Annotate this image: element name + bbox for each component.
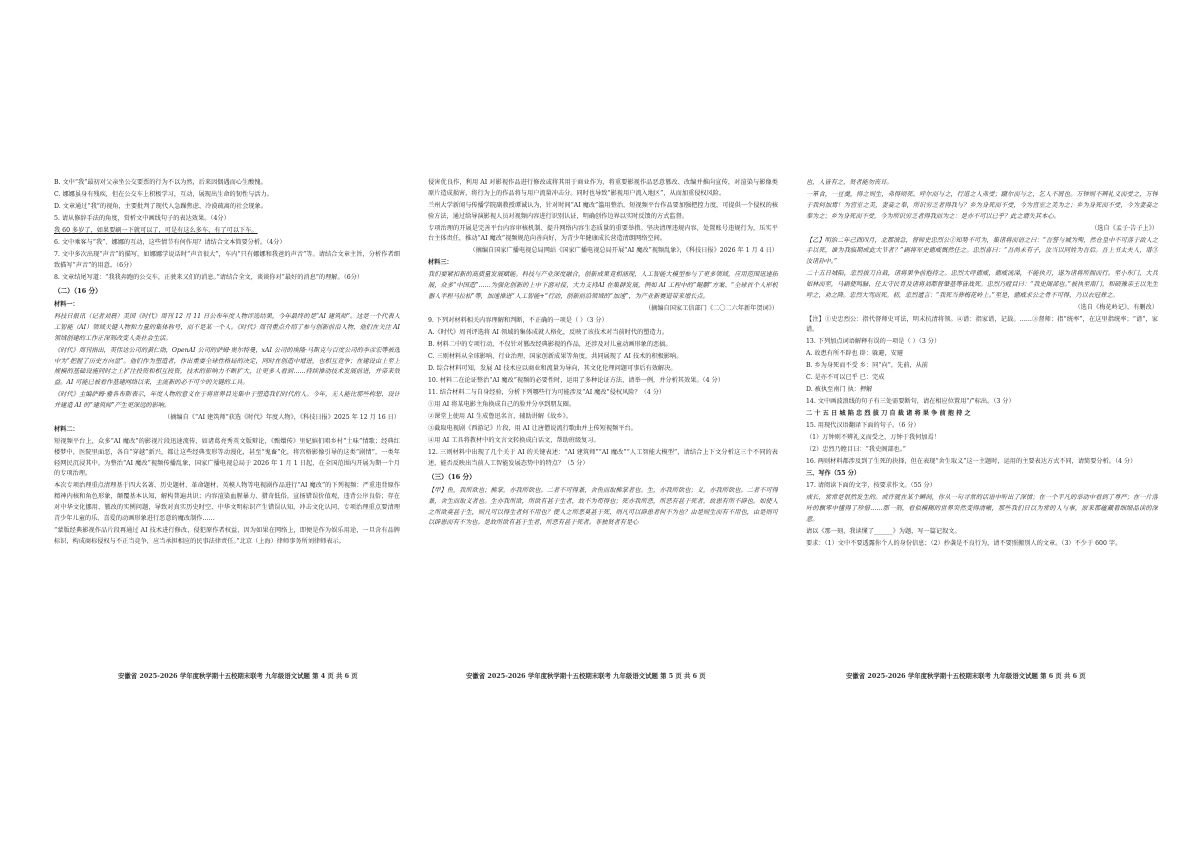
question-9: 9. 下列对材料相关内容理解和判断，不正确的一项是（ ）（3 分）: [428, 316, 608, 324]
question-13-option: D. 被执至南门 执：押解: [806, 386, 873, 394]
question-13: 13. 下列加点词语解释有误的一项是（ ）（3 分）: [806, 338, 941, 346]
essay-title-instruction: 请以《那一刻，我读懂了______》为题，写一篇记叙文。: [806, 527, 961, 535]
classical-text-jia-continued: 也，人皆有之，贤者能勿丧耳。: [806, 179, 893, 186]
question-14: 14. 文中画波浪线的句子有三处需要断句，请在相应位置用“/”标出。（3 分）: [806, 398, 1015, 406]
page-6-footer: 安徽省 2025-2026 学年度秋学期十五校期末联考 九年级语文试题 第 6 页 共 6 页: [846, 672, 1086, 680]
question-8: 8. 文章结尾写道：“我我奔跑的公交车，正驶来又们的消息。”请结合全文，谈谈你对“最好的消息”的理解。（6分）: [54, 273, 364, 281]
question-9-option: A.《时代》周刊评选将 AI 领域的集体成就人格化，反映了该技术对当前时代的塑造力。: [428, 328, 669, 336]
material-3-label: 材料三：: [428, 259, 453, 267]
question-9-option: B. 材料二中的专项行动，不仅针对篡改经典影视的作品，还涉及对儿童动画形象的恶搞。: [428, 340, 672, 348]
underlined-sentence: 我 60 多岁了，如果要刷一下就可以了，可是有这么多车，有了可以下车。: [54, 226, 258, 234]
material-1-label: 材料一：: [54, 301, 79, 309]
page-5-body: [428, 178, 778, 529]
question-13-option: A. 故患有所不辟也 辟：躲避，安避: [806, 350, 903, 358]
material-2-para: 短视频平台上，众多“AI 魔改”的影视片段迅速流传，如诸葛亮秀英文版辩论，《甄嬛传》里妃嫔们唱乡村“土味”情歌；经典红楼梦中，医院里面恶，各自“穿越”新兴，都让这些经典变形等动漫化，甚至“鬼畜”化，将宫格影像引导的这类“剧情”，一类年轻网民沉浸其中。为整治“AI 魔改”视频传播乱象，国家广播电视总局于 2026 年 1 月 1 日起，在全国范围内开展为期一个月的专项治理。: [54, 437, 400, 478]
question-14-text: 二 十 五 日 城 陷 忠 烈 拔 刀 自 裁 诸 将 果 争 前 抱 持 之: [806, 410, 971, 418]
option-d: D. 文章通过“我”的视角，主要批判了现代人急躁焦虑、冷漠疏离的社会现象。: [54, 202, 267, 210]
question-16: 16. 两则材料都涉及到了生死的抉择，但在表现“舍生取义”这一主题时，运用的主要表达方式不同，请简要分析。（4 分）: [806, 458, 1137, 466]
question-11-item: ③截取电视剧《西游记》片段，用 AI 让唐僧说流行歌曲并上传短视频平台。: [428, 424, 637, 432]
classical-source-a: （选自《孟子·告子上》）: [1091, 224, 1158, 232]
material-1-para: 《时代》主编萨姆·雅各布斯表示，年度人物的意义在于将世界目光集中于塑造我们时代的人。今年，无人能比那些构想、设计并建造 AI 的“建筑师”产生更深远的影响。: [54, 391, 400, 410]
material-3-source: （摘编自国家工信部门《二〇二六年新年贺词》）: [644, 304, 778, 312]
material-2-label: 材料二：: [54, 425, 79, 433]
classical-text-jia: 【甲】鱼，我所欲也；熊掌，亦我所欲也。二者不可得兼，舍鱼而取熊掌者也。生，亦我所欲也；义，亦我所欲也。二者不可得兼，舍生而取义者也。生亦我所欲，所欲有甚于生者，故不为苟得也；死亦我所恶，所恶有甚于死者，故患有所不辟也。如使人之所欲莫甚于生，则凡可以得生者何不用也？使人之所恶莫甚于死，则凡可以辟患者何不为也？由是则生而有不用也，由是则可以辟患而有不为也。是故所欲有甚于生者，所恶有甚于死者。非独贤者有是心: [428, 487, 778, 527]
page-5-footer: 安徽省 2025-2026 学年度秋学期十五校期末联考 九年级语文试题 第 5 页 共 6 页: [466, 672, 706, 680]
classical-text-yi: 二十五日城陷，忠烈拔刀自裁，诸将果争前抱持之。忠烈大呼德威，德威流涕，不能执刃，遂为诸将所拥而行。至小东门，大兵如林而至，马副使鸣騄、任太守民育及诸将刘都督肇基等皆战死。忠烈乃瞠目曰：“我史阁部也。”被执至南门，和硕豫亲王以先生呼之，劝之降。忠烈大骂而死。初，忠烈遗言：“我死当葬梅花岭上。”至是，德威求公之骨不可得，乃以衣冠葬之。: [806, 270, 1158, 299]
material-1-para: 科技日报讯（记者刘晨）美国《时代》周刊 12 月 11 日公布年度人物评选结果，今年最终的是“AI 建筑师”。这是一个代表人工智能（AI）领域关键人物和力量的集体称号，而不是某一个人。《时代》周刊重点介绍了参与创新前沿人物，他们在关注 AI 领域创建的工作正深刻改变人类社会生活。: [54, 313, 400, 342]
exam-page-6: [806, 178, 1158, 698]
exam-page-4: [54, 178, 400, 698]
material-2-continued: 兰州大学新闻与传播学院副教授谭诚认为，针对时间“AI 魔改”滥用整治，短视频平台作品要加强把控力度，可提供一个侵权的核验方法，通过给导演影视人员对视频内容进行识别认证，明确创作边界以实时反馈的方式监督。: [428, 201, 778, 220]
classical-text-jia-continued: 一箪食，一豆羹，得之则生，弗得则死。呼尔而与之，行道之人弗受；蹴尔而与之，乞人不屑也。万钟则不辨礼义而受之，万钟于我何加焉！为宫室之美，妻妾之奉，所识穷乏者得我与？乡为身死而不受，今为宫室之美为之；乡为身死而不受，今为妻妾之奉为之；乡为身死而不受，今为所识穷乏者得我而为之：是亦不可以已乎？此之谓失其本心。: [806, 190, 1158, 220]
option-c: C. 娜娜虽身有残疾，但在公交车上积极学习，互动，展现出生命的韧性与活力。: [54, 190, 273, 198]
writing-section-heading: 三、写作（55 分）: [806, 470, 861, 478]
material-2-continued: 专项治理的开展是完善平台内容审核机制、提升网络内容生态质量的重要举措。坚决清理违规内容，处置账号违规行为，压实平台主体责任，推动“AI 魔改”视频规范向善向好，为青少年健康成长营造清朗网络空间。: [428, 224, 778, 243]
material-2-continued: 侵害优良作，利用 AI 对影视作品进行修改或将其用于商业作为，将重要影视作品恶意篡改、改编并推向宣传，对渲染与影像类原片造成损害，将行为上的作品将与用户流量冲击分。同时也导致“影视用户流入地区”，从而加重侵权风险。: [428, 179, 778, 197]
question-12: 12. 三则材料中出现了几个关于 AI 的关键表述：“AI 建筑师”“AI 魔改”“人工智能大模型”，请结合上下文分析这三个不同的表述，能否反映出当前人工智能发展态势中的特点？（5 分）: [428, 448, 778, 467]
annotation-notes: 【注】①史忠烈公：指代督师史可法，明末抗清将领。④谱：指家谱，记载。……③督师：指“统率”，在这里指统率；“谱”，家谱。: [806, 315, 1158, 334]
section-heading-3: （三）（16 分）: [428, 473, 476, 482]
page-4-body: [54, 178, 400, 547]
question-15: 15. 用现代汉语翻译下面的句子。（6 分）: [806, 422, 920, 430]
material-1-source: （摘编自《“AI 建筑师”获选《时代》年度人物》，《科技日报》2025 年 12 月 16 日）: [164, 414, 400, 421]
question-5: 5. 请从修辞手法的角度，赏析文中画线句子的表达效果。（4分）: [54, 214, 230, 222]
page-4-footer: 安徽省 2025-2026 学年度秋学期十五校期末联考 九年级语文试题 第 4 页 共 6 页: [118, 672, 358, 680]
essay-prompt: 成长，常常是很然发生的。或许就在某个瞬间，你从一句寻常的话语中听出了深情；在一个平凡的举动中看到了尊严；在一片落叶的飘零中懂得了珍惜……那一刻，看似模糊的世界突然变得清晰，那些我们日以为常的人与事，原来都蕴藏着细细品读的深意。: [806, 494, 1158, 523]
essay-requirements: 要求：（1）文中不要透露你个人的身份信息；（2）抄袭是不良行为，请不要照搬别人的文章。（3）不少于 600 字。: [806, 539, 1122, 547]
question-15-item: （2）忠烈乃瞠目曰：“我史阁部也。”: [806, 446, 906, 454]
page-6-body: [806, 178, 1158, 550]
classical-text-yi: 【乙】明治二年己酉四月，北都溃急，督师史忠烈公①知势不可为，集诸将而语之曰：“吾誓与城为殉，然仓皇中不可落于敌人之手以死，谁为我临期成此大节者？”副将军史德威慨然任之。忠烈喜曰：“吾尚未有子，汝当以同姓为吾后。吾上书太夫人，谱③汝诸孙中。”: [806, 236, 1158, 266]
question-11-item: ②课堂上使用 AI 生成鲁迅名言，辅助讲解《故乡》。: [428, 412, 572, 420]
question-17: 17. 请阅读下面的文字，按要求作文。（55 分）: [806, 482, 936, 490]
question-10: 10. 材料二在论证整治“AI 魔改”视频的必要性时，运用了多种论证方法，请举一例，并分析其效果。（4 分）: [428, 376, 724, 384]
question-7: 7. 文中多次出现“声音”的描写，如娜娜学说话时“声音很大”，车内“只有娜娜和我爸的声音”等。请结合文章主旨，分析作者细致描写“声音”的用意。（6分）: [54, 250, 400, 269]
question-13-option: B. 乡为身死而不受 乡：同“向”，先前，从前: [806, 362, 928, 370]
question-11: 11. 结合材料二与自身经验，分析下列哪些行为可能涉及“AI 魔改”侵权风险？（4 分）: [428, 388, 666, 396]
classical-source-b: （选自《梅花岭记》，有删改）: [1074, 303, 1158, 311]
question-13-option: C. 是亦不可以已乎 已：完成: [806, 374, 885, 382]
material-3-para: 我们要紧扣新的高质量发展赋能。科技与产业深度融合，创新成果竟相涌现，人工智能大模型参与了更多领域，应用范围迅速拓展，众多“中国造”……为强化创新的上中下游对接，大力支持AI 在集群发展，例如 AI 工程中的“鲲鹏”方案、“全球首个人形机器人半程马拉松”等，加速推进“人工智能+”行动，创新前沿领域的“加速”，为产业新赛道带来增长点。: [428, 271, 778, 300]
question-9-option: D. 综合材料可知，发展 AI 技术应以商业和流量为导向，其文化伦理问题可事后有效解决。: [428, 364, 677, 372]
question-15-item: （1）万钟则不辨礼义而受之，万钟于我何加焉！: [806, 434, 940, 442]
question-11-item: ④用 AI 工具将教材中的文言文转换成白话文，帮助班级复习。: [428, 436, 600, 444]
question-9-option: C. 三则材料从全球影响、行业治理、国家创新成果等角度，共同展现了 AI 技术的积极影响。: [428, 352, 683, 360]
material-2-para: 本次专项治理重点清理基于四大名著、历史题材、革命题材、英模人物等电视剧作品进行“AI 魔改”的下列视频：严重违背原作精神内核和角色形象，颠覆基本认知，解构普遍共识；内容渲染血腥暴力、猎奇低俗，宣扬错误价值观，违背公序良俗；存在对中华文化挪用、篡改的实例问题，导致对真实历史时空、中华文明标识产生错误认知，冲击文化认同，专项治理重点要清理青少年儿童的乐、喜爱的动画形象进行恶意的魔改制作……: [54, 482, 400, 522]
section-heading-2: （二）（16 分）: [54, 287, 102, 296]
material-2-para: “蒙版经典影视作品片段再通过 AI 技术进行修改，侵犯原作者权益，因为如果在网络上，即便是作为娱乐用途，一旦含有品牌标识，构成商标侵权与不正当竞争，应当承担相应的民事法律责任。”北京（上海）律师事务所刘律师表示。: [54, 526, 400, 545]
material-2-source: （摘编自国家广播电视总局网站《国家广播电视总局开展“AI 魔改”视频乱象》，《科技日报》2026 年 1 月 4 日）: [469, 247, 778, 255]
material-1-para: 《时代》周刊指出，英伟达公司的黄仁勋，OpenAI 公司的萨姆·奥尔特曼，xAI 公司的埃隆·马斯克与百度公司的李彦宏等被选中为“把握了历史方向盘”。他们作为塑造者，作出重要全球性格局的决定，同时在创造中增进，也相互竞争；在建设由上至上规模的基础设施同时之上扩注投资和相互投资，技术的影响力不断扩大，让更多人看到……持续推动技术发展前进，并带来效益。AI 可能已被看作基建网络以来，主流新的必不可少的关键的工具。: [54, 346, 400, 387]
question-6: 6. 文中乘客与“我”、娜娜的互动，这些情节有何作用？请结合文本简要分析。（4分）: [54, 238, 286, 246]
option-b: B. 文中“我”最初对父亲坐公交要票的行为不以为然，后来因偶遇而心生酸愧。: [54, 179, 267, 186]
exam-page-5: [428, 178, 778, 698]
question-11-item: ①用 AI 将某电影主角换成自己的脸并分享到朋友圈。: [428, 400, 575, 408]
